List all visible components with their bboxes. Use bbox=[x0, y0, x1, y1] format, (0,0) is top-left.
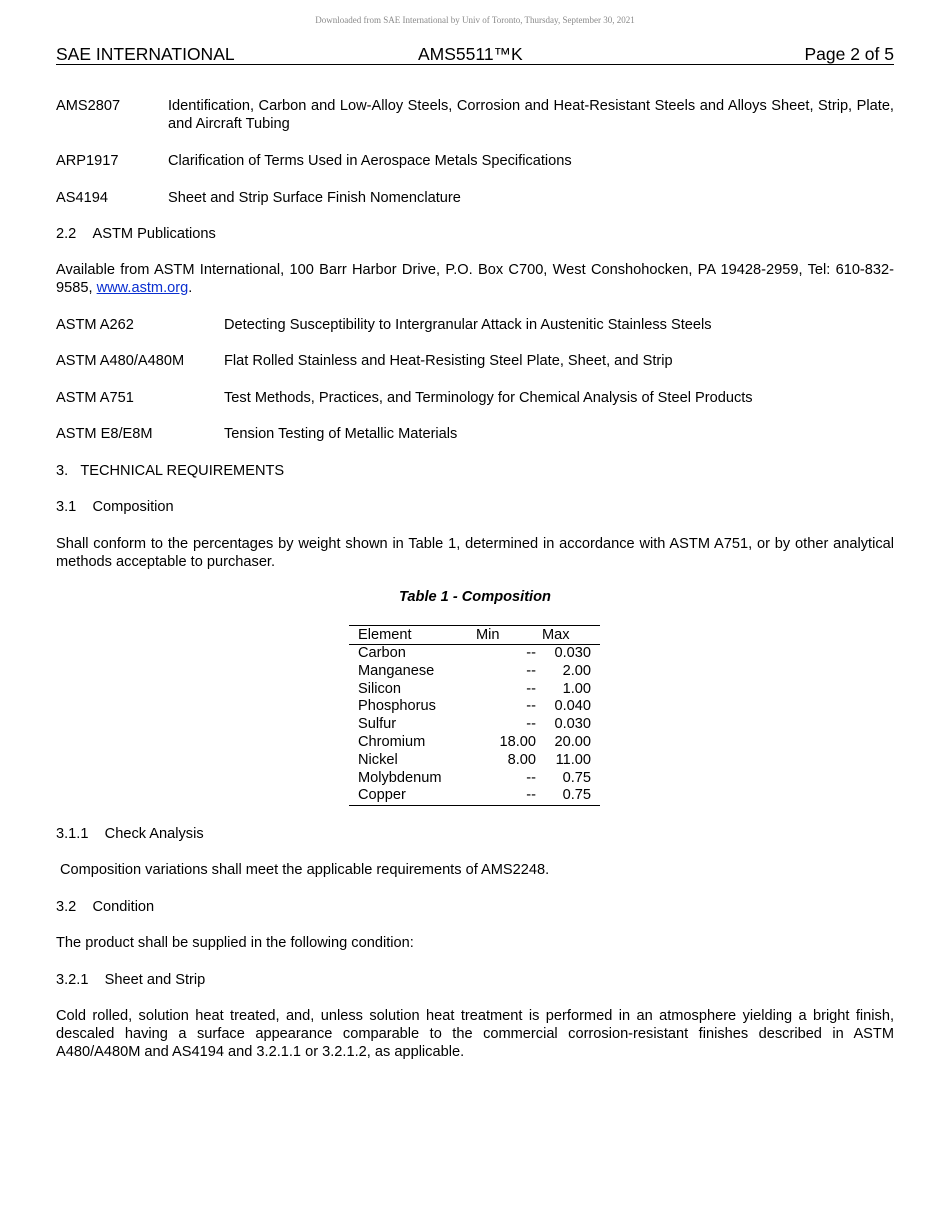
table-row bbox=[349, 698, 600, 716]
reference-code: AMS2807 bbox=[56, 98, 121, 114]
check-analysis-paragraph: Composition variations shall meet the applicable requirements of AMS2248. bbox=[60, 862, 550, 878]
table-row bbox=[349, 770, 600, 788]
element-cell: Sulfur bbox=[358, 716, 397, 733]
min-cell: -- bbox=[526, 698, 536, 715]
astm-website-link[interactable]: www.astm.org bbox=[96, 280, 189, 296]
min-cell: -- bbox=[526, 645, 536, 661]
max-cell: 0.030 bbox=[554, 645, 591, 661]
max-cell: 20.00 bbox=[554, 733, 591, 750]
min-cell: -- bbox=[526, 662, 536, 679]
reference-code: ASTM E8/E8M bbox=[56, 426, 153, 442]
reference-code: ARP1917 bbox=[56, 153, 119, 169]
header-org: SAE INTERNATIONAL bbox=[56, 44, 235, 64]
reference-title: Tension Testing of Metallic Materials bbox=[224, 426, 458, 442]
element-cell: Carbon bbox=[358, 645, 406, 661]
table-row bbox=[349, 645, 600, 663]
table-row bbox=[349, 734, 600, 752]
reference-entry bbox=[56, 97, 894, 137]
section-heading-sheet-and-strip: 3.2.1 Sheet and Strip bbox=[56, 972, 206, 988]
reference-code: AS4194 bbox=[56, 190, 108, 206]
condition-paragraph: The product shall be supplied in the following condition: bbox=[56, 935, 414, 951]
element-cell: Nickel bbox=[358, 751, 398, 768]
table-row bbox=[349, 681, 600, 699]
column-header-element: Element bbox=[349, 626, 476, 645]
section-heading-composition: 3.1 Composition bbox=[56, 499, 174, 515]
reference-title: Clarification of Terms Used in Aerospace Metals Specifications bbox=[168, 153, 572, 169]
header-page-number: Page 2 of 5 bbox=[804, 44, 894, 64]
reference-title: Sheet and Strip Surface Finish Nomenclature bbox=[168, 190, 461, 206]
astm-availability-text: Available from ASTM International, 100 Barr Harbor Drive, P.O. Box C700, West Conshohocken, PA 19428-2959, Tel: 610-832-9585, bbox=[56, 262, 894, 296]
astm-availability bbox=[56, 261, 894, 297]
table-caption: Table 1 - Composition bbox=[399, 589, 551, 605]
composition-paragraph: Shall conform to the percentages by weight shown in Table 1, determined in accordance with ASTM A751, or by other analytical methods acceptable to purchaser. bbox=[56, 536, 894, 570]
sheet-and-strip-paragraph: Cold rolled, solution heat treated, and, unless solution heat treatment is performed in an atmosphere yielding a bright finish, descaled having a surface appearance comparable to the commercial corrosion-resistant finishes described in ASTM A480/A480M and AS4194 and 3.2.1.1 or 3.2.1.2, as applicable. bbox=[56, 1008, 894, 1060]
reference-code: ASTM A262 bbox=[56, 317, 134, 333]
element-cell: Copper bbox=[358, 787, 406, 804]
column-header-max: Max bbox=[542, 626, 600, 645]
max-cell: 0.75 bbox=[562, 787, 591, 804]
min-cell: -- bbox=[526, 680, 536, 697]
section-heading-astm: 2.2 ASTM Publications bbox=[56, 226, 216, 242]
section-heading-condition: 3.2 Condition bbox=[56, 899, 155, 915]
reference-title: Detecting Susceptibility to Intergranular Attack in Austenitic Stainless Steels bbox=[224, 317, 712, 333]
header-rule bbox=[56, 64, 894, 65]
max-cell: 1.00 bbox=[562, 680, 591, 697]
reference-code: ASTM A751 bbox=[56, 390, 134, 406]
min-cell: 18.00 bbox=[499, 733, 536, 750]
min-cell: -- bbox=[526, 716, 536, 733]
max-cell: 0.030 bbox=[554, 716, 591, 733]
max-cell: 0.040 bbox=[554, 698, 591, 715]
section-heading-technical-requirements: 3. TECHNICAL REQUIREMENTS bbox=[56, 463, 285, 479]
table-row bbox=[349, 663, 600, 681]
astm-availability-period: . bbox=[188, 280, 193, 296]
download-watermark: Downloaded from SAE International by Univ of Toronto, Thursday, September 30, 2021 bbox=[315, 15, 635, 25]
min-cell: -- bbox=[526, 787, 536, 804]
reference-title: Flat Rolled Stainless and Heat-Resisting Steel Plate, Sheet, and Strip bbox=[224, 353, 673, 369]
max-cell: 11.00 bbox=[555, 751, 591, 768]
column-header-min: Min bbox=[476, 626, 542, 645]
header-doc-number: AMS5511™K bbox=[418, 44, 523, 64]
max-cell: 0.75 bbox=[562, 769, 591, 786]
element-cell: Molybdenum bbox=[358, 769, 442, 786]
element-cell: Silicon bbox=[358, 680, 401, 697]
min-cell: -- bbox=[526, 769, 536, 786]
composition-table bbox=[349, 625, 600, 806]
table-header-row bbox=[349, 626, 600, 645]
element-cell: Phosphorus bbox=[358, 698, 436, 715]
reference-title: Identification, Carbon and Low-Alloy Steels, Corrosion and Heat-Resistant Steels and Alloys Sheet, Strip, Plate, and Aircraft Tubing bbox=[168, 98, 894, 132]
element-cell: Manganese bbox=[358, 662, 435, 679]
min-cell: 8.00 bbox=[507, 751, 536, 768]
reference-code: ASTM A480/A480M bbox=[56, 353, 185, 369]
section-heading-check-analysis: 3.1.1 Check Analysis bbox=[56, 826, 204, 842]
reference-title: Test Methods, Practices, and Terminology for Chemical Analysis of Steel Products bbox=[224, 390, 753, 406]
table-row bbox=[349, 787, 600, 805]
table-row bbox=[349, 716, 600, 734]
max-cell: 2.00 bbox=[562, 662, 591, 679]
element-cell: Chromium bbox=[358, 733, 426, 750]
table-row bbox=[349, 752, 600, 770]
